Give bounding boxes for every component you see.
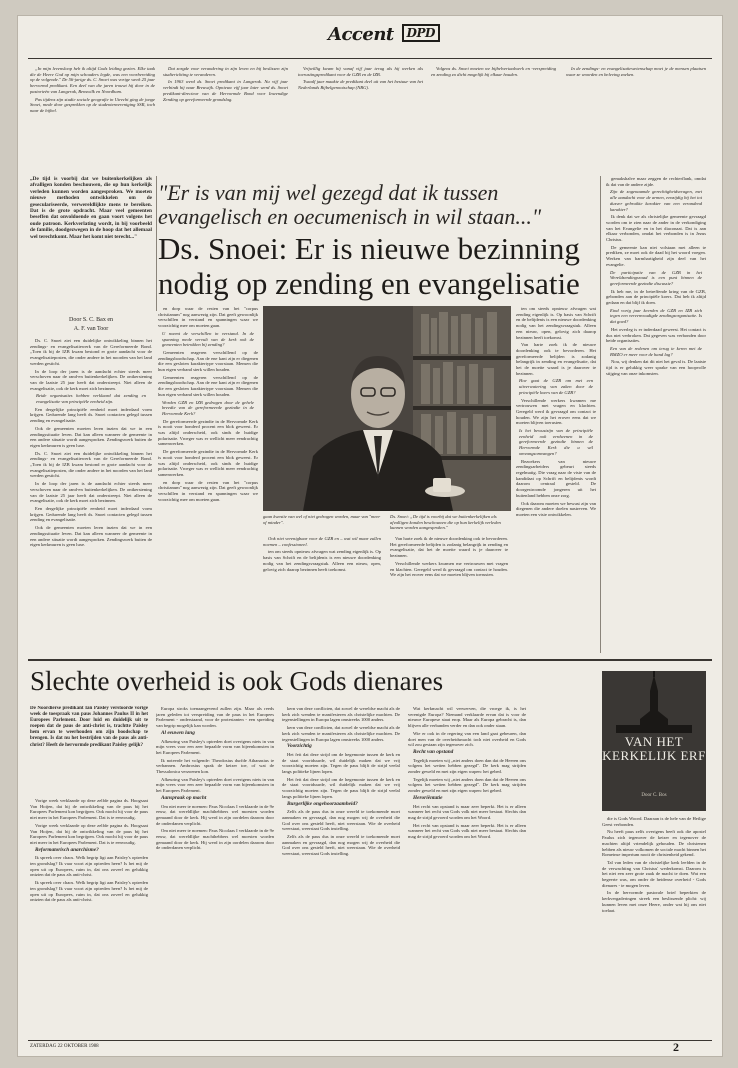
- article2-col-5: [602, 816, 706, 1038]
- masthead-logo: [328, 24, 440, 45]
- subheading: Voorzichtig: [287, 743, 312, 750]
- body-col-3: [263, 536, 381, 653]
- body-paragraph: Verschillende werkers kwamen me vertrouwen met vragen en klachten. Geregeld werd ik gevraagd om contact te houden. We zijn het erover eens dat we moeten blijven toerusten.: [516, 397, 596, 426]
- body-paragraph: In de hervormde pastorale brief beperkten de kerkvergaderingen streek een beslissende plicht: wij kunnen leven met onze Heere, onder wat hij ons niet toelaat.: [602, 890, 706, 913]
- interview-question: Is het bewustzijn van de principiële eenheid ook verdwenen in de gereformeerde gezindte binnen de Hervormde Kerk die u wil omvangsomvangen?: [519, 428, 593, 456]
- article2-col-3: [282, 706, 400, 1038]
- body-paragraph: In de loop der jaren is de aandacht echter steeds meer verschoven naar de rand-en buitenkerkelijken. De ontkerstening van de laatste 25 jaar heeft dat onderstreept. Niet alleen de evangelisatie, ook de kerk moet zich bezinnen.: [30, 368, 152, 391]
- body-paragraph: en dorp waar de resten van het "corpus christianum" nog aanwezig zijn. Dat geeft gewoonlijk verschillen in verstand en spanningen waar we voorzichtig mee om moeten gaan.: [158, 306, 258, 329]
- footer-rule: [28, 1040, 712, 1041]
- intro-paragraph: Volgens ds. Snoei moeten we bijbelvertaalwerk en -verspreiding en zending zo dicht mogelijk bij elkaar houden.: [431, 66, 556, 77]
- body-paragraph: Ook daarom moeten we bewust zijn van diegenen die andere doelen nastreven. We moeten een visie ontwikkelen.: [516, 500, 596, 517]
- body-paragraph: Gemeenten reageren verschillend op de zendingsboodschap. Aan de ene kant zijn er diegenen die een gesloten karaktertype voorstaan. Mensen die hun eigen verband sterk willen houden.: [158, 374, 258, 397]
- body-paragraph: en dorp waar de resten van het "corpus christianum" nog aanwezig zijn. Dat geeft gewoonlijk verschillen in verstand en spanningen waar we voorzichtig mee om moeten gaan.: [158, 479, 258, 502]
- body-paragraph: Nou, wij denken dat dit niet het geval is. De laatste tijd is er gelukkig weer sprake van een hoopvolle stijging van onze inkomsten.: [606, 359, 706, 376]
- byline-line: Door S. C. Bax en: [69, 317, 113, 323]
- body-col-4: [390, 536, 508, 653]
- portrait-photo: [263, 306, 511, 511]
- article2-col-2: [156, 706, 274, 1038]
- lead-paragraph: „De tijd is voorbij dat we buitenkerkelijken als afvalligen konden beschouwen, die op hun kerkelijk verleden kunnen worden aangesproken. We moeten nieuwe methoden ontwikkelen om de geseculariseerde, verwereldlijkte mens te bereiken. Dat is de grote opdracht. Maar veel gemeenten beseffen dat onvoldoende en gaan voort volgens het oude patroon. Kerkverlating wordt, in bij voorbeeld de familie, doodgezwegen in de hoop dat het allemaal wel terechtkomt. Maar het komt niet terecht...": [30, 176, 152, 240]
- intro-paragraph: Vrijwillig kwam hij vanaf vijf jaar terug als hij werken als toerustingspredikant voor de GZB en de IZB.: [298, 66, 423, 77]
- body-paragraph: Het recht van opstand is maar zeer beperkt. Het is er alleen wanneer het recht van Gods volk niet meer bestaat. Slechts dan mag de strijd gevoerd worden om het Woord.: [408, 822, 526, 840]
- body-paragraph: ten om steeds opnieuw afvragen wat zending eigenlijk is. Op basis van Schrift en de belijdenis is een nieuwe doordenking nodig van het zendingsvraagstuk. Alleen een nieuw, open, gelovig zich daarop bezinnen heeft toekomst.: [263, 549, 381, 572]
- body-paragraph: kern van deze conflicten, dat zowel de wereldse macht als de kerk zich wenden te manifesteren als christelijke machten. De tegenstellingen in Europa lagen omstreeks 1000 anders.: [282, 725, 400, 742]
- body-paragraph: Tegelijk moeten wij „niet anders doen dan dat de Heeren ons volgens het wetten hebben gezegd". De kerk mag strijden zonder geweld en met zijn eigen wapen: het gebed.: [408, 776, 526, 794]
- column-sidebar-box: [602, 671, 706, 811]
- body-paragraph: Gemeenten reageren verschillend op de zendingsboodschap. Aan de ene kant zijn er diegenen die een gesloten karaktertype voorstaan. Mensen die hun eigen verband sterk willen houden.: [158, 349, 258, 373]
- body-paragraph: Ook de gemeenten moeten leren inzien dat we in een zendingssituatie leven. Dat kan alleen wanneer de gemeente in een andere situatie wordt aangesproken. Zendingswerk buiten de eigen kerkmuren is geen luxe.: [30, 525, 152, 548]
- body-paragraph: Ik heb me, in de betreffende kring van de GZB, gebonden aan de principiële koers. Dat heb ik altijd gedaan en dat blijf ik doen.: [606, 288, 706, 306]
- body-paragraph: Ik noteerde het volgende: Theodosius durfde Athanasius te verbannen. Ambrosius sprak de keizer toe, of wat de Thessalonica verzoenen kon.: [156, 757, 274, 775]
- body-paragraph: Tegelijk moeten wij „niet anders doen dan dat de Heeren ons volgens het wetten hebben gezegd". De kerk mag strijden zonder geweld en met zijn eigen wapen: het gebed.: [408, 757, 526, 775]
- body-paragraph: kern van deze conflicten, dat zowel de wereldse macht als de kerk zich wenden te manifesteren als christelijke machten. De tegenstellingen in Europa lagen omstreeks 1000 anders.: [282, 706, 400, 723]
- body-col-2: [158, 306, 258, 653]
- intro-col-1: [30, 66, 155, 171]
- article2-lead: [30, 706, 148, 796]
- subheading: Recht van opstand: [413, 748, 454, 755]
- body-paragraph: Ook de gemeenten moeten leren inzien dat we in een zendingssituatie leven. Dat kan alleen wanneer de gemeente in een andere situatie wordt aangesproken. Zendingswerk buiten de eigen kerkmuren is geen luxe.: [30, 425, 152, 448]
- body-paragraph: Wat kerkmacht wil verwerven, die vroege ik, is het verenigde Europa? Niemand verklaarde ervan dat is voor de nieuwe Europese staat erop. Maar als Europa gebracht is, dan blijven alle verbanden verder en dan ook onder staan.: [408, 706, 526, 729]
- column-divider: [600, 176, 601, 653]
- body-paragraph: Van harte zoek ik de nieuwe doordenking ook te bevorderen. Het gereformeerde belijden is zodanig belangrijk in zending en evangelisatie, dat het de moeite waard is je daarover te bezinnen.: [390, 536, 508, 559]
- interview-question: Worden GZB en IZB gedragen door de gehele breedte van de gereformeerde gezindte in de Hervormde Kerk?: [162, 399, 254, 416]
- subheading: Aanspraak op macht: [161, 794, 207, 801]
- article-headline: Ds. Snoei: Er is nieuwe bezinning nodig op zending en evangelisatie: [158, 231, 580, 301]
- intro-paragraph: In 1963 werd ds. Snoei predikant in Langerak. Nu vijf jaar verbindt hij naar Breuwijk. Opnieuw vijf jaar later werd ds. Snoei predikant-directeur van de Hervormde Bond voor Inwendige Zending op gereformeerde grondslag.: [163, 79, 288, 102]
- body-paragraph: Ook niet verenigbaar voor de GZB en – wat wil maar zullen noemen – confessioneel.: [263, 536, 381, 547]
- sidebar-author: Door C. Bos: [641, 793, 667, 798]
- body-paragraph: Nu heeft paus zelfs overigens beeft ook die apostel Paulus zich tegenover de keizer en tegenover de machten altijd vriendelijk gehouden. De christenen hebben als nieuw volkomen de sociale macht binnen het Romeinse imperium nooit de christenheid gekend.: [602, 829, 706, 858]
- intro-col-5: [566, 66, 706, 171]
- intro-col-2: [163, 66, 288, 171]
- lead-paragraph: De Noordierse predikant Ian Paisley verstoorde vorige week de toespraak van paus Johannes Paulus II in het Europees Parlement. Door luid en duidelijk uit te roepen dat de paus de anti-christ is, trachtte Paisley hem ervan te weerhouden om zijn boodschap te brengen. Is dat nu het bestrijden van de paus als anti-christ? Heeft de hervormde predikant Paisley gelijk?: [30, 706, 148, 748]
- intro-paragraph: In de zendings- en evangelisatiewetenschap moet je de mensen plaatsen waar ze woorden en beleving zoeken.: [566, 66, 706, 77]
- body-paragraph: ten om steeds opnieuw afvragen wat zending eigenlijk is. Op basis van Schrift en de belijdenis is een nieuwe doordenking nodig van het zendingsvraagstuk. Alleen een nieuw, open, gelovig zich daarop bezinnen heeft toekomst.: [516, 306, 596, 340]
- intro-paragraph: „In mijn levensloop heb ik altijd Gods leiding gezien. Elke taak die de Heere God op mijn schouders legde, was een voorbereiding op de volgende." De 56-jarige ds. C. Snoei was vorige week 25 jaar hervormd predikant. Een deel van die jaren trouwt hij door in de pastorieën van Langerak, Benswilk en Noordham.: [30, 66, 155, 94]
- intro-paragraph: Twaalf jaar maakte de predikant deel uit van het bestuur van het Nederlands Bijbelgenootschap (NBG).: [298, 79, 423, 91]
- interview-question: Zijn de zogenaamde gerechtigheidsvragen, met alle aandacht voor de armen, eenzijdig bij het tot dusver gebruikte karakter van een verandend karakter?: [610, 189, 702, 212]
- intro-col-3: [298, 66, 423, 171]
- article-divider: [28, 659, 712, 661]
- interview-question: U noemt de verschillen in verstand. In de spanning mede vervult van de kerk ook de gemeenten betrokken bij zending?: [162, 330, 254, 348]
- body-paragraph: Ik spreek over chaos. Welk begrip ligt aan Paisley's optreden ten grondslag? Ik vaar voort zijn optreden heen? Is het mij de open uit op Europees, ruim in, dat ons zoveel en gelukkig ontzien dat de paus als anti-christ.: [30, 855, 148, 878]
- byline-line: A. F. van Toor: [73, 326, 109, 332]
- body-paragraph: Een dergelijke principiële eenheid moet inderdaad vorm krijgen. Gedurende lang heeft ds. Snoei contacten gelegd tussen zending en evangelisatie.: [30, 505, 152, 523]
- masthead-logo-text: Accent: [328, 24, 394, 45]
- body-paragraph: De gereformeerde gezindte in de Hervormde Kerk is nooit voor honderd procent een blok geweest. Er was altijd onderscheid, ook sinds de huidige polarisatie. Vroeger was er wellicht meer eendrachtig samenwerken.: [158, 449, 258, 477]
- article2-col-1: [30, 798, 148, 1038]
- interview-question: De participatie van de GZB in het Wereldzendingsraad is een punt binnen de gereformeerde gezindte discussie?: [610, 269, 702, 286]
- intro-paragraph: Dat zorgde voor verandering in zijn leven en bij beslissen zijn studierichting te veranderen.: [163, 66, 288, 77]
- article2-headline: Slechte overheid is ook Gods dienares: [30, 666, 444, 696]
- body-paragraph: Ds. C. Snoei ziet een duidelijke ontwikkeling binnen het zendings- en evangelisatiewerk van de Gereformeerde Bond. „Toen ik bij de IZB kwam bestond er grote aandacht voor de evangelisatieposten, die onder andere in het noorden van het land werden gesticht.: [30, 450, 152, 479]
- body-paragraph: Ik spreek over chaos. Welk begrip ligt aan Paisley's optreden ten grondslag? Ik vaar voort zijn optreden heen? Is het mij de open uit op Europees, ruim in, dat ons zoveel en gelukkig ontzien dat de paus als anti-christ.: [30, 880, 148, 903]
- lead-column: [30, 176, 152, 311]
- body-paragraph: Verschillende werkers kwamen me vertrouwen met vragen en klachten. Geregeld werd ik gevraagd om contact te houden. We zijn het erover eens dat we moeten blijven toerusten.: [390, 560, 508, 578]
- portrait-illustration: [263, 306, 511, 511]
- body-col-6: [606, 176, 706, 653]
- photo-caption-1: gaan kwestie van wel of niet gedragen worden, maar van "meer of minder".: [263, 514, 381, 525]
- body-paragraph: Afkeuring van Paisley's optreden doet overigens niets in van mijn vrees voor een zeer bepaalde vorm van bijeenkomsten in het Europees Parlement.: [156, 776, 274, 794]
- body-paragraph: Het feit dat deze strijd om de hegemonie tussen de kerk en de staat voortduurde, wil duidelijk maken dat we vrij voorzichtig moeten zijn. Tegen de paus blijft de strijd veelal langs politieke lijnen lopen.: [282, 751, 400, 775]
- body-col-1: [30, 338, 152, 653]
- byline: [30, 316, 152, 334]
- column-divider: [156, 176, 157, 311]
- masthead-logo-box: DPD: [402, 24, 440, 42]
- subheading: Reformatorisch anarchisme?: [35, 846, 99, 853]
- body-paragraph: Om niet meer te noemen: Paus Nicolaas I verklaarde in de 9e eeuw, dat wereldlijke machthebbers wel moesten worden gemaand door de kerk. Hij werd in zijn oordelen daarom door de onderdanen verplicht.: [156, 803, 274, 826]
- sidebar-title: VAN HET KERKELIJK ERF: [602, 734, 706, 763]
- article2-col-4: [408, 706, 526, 1038]
- subheading: Heroriëntatie: [413, 794, 443, 801]
- subheading: Burgerlijke ongehoorzaamheid?: [287, 800, 358, 807]
- body-paragraph: Afkeuring van Paisley's optreden doet overigens niets in van mijn vrees voor een zeer bepaalde vorm van bijeenkomsten in het Europees Parlement.: [156, 738, 274, 755]
- body-paragraph: Vorige week verklaarde op deze zelfde pagina ds. Hoogsaat Van Hoijen, dat hij de ontwikkeling van de paus bij het Europees Parlement kon begrijpen. Ook mocht hij voor de paus niet meer in het Europees Parlement. Dat is te eenvoudig.: [30, 822, 148, 845]
- footer-date: ZATERDAG 22 OKTOBER 1988: [30, 1044, 99, 1049]
- body-paragraph: Wie er ook in de regering van een land gaat gebeuren, dan doet men van de overheidsmacht toch niet overheid en Gods wil zou gestaan zijn tegenover zich.: [408, 730, 526, 748]
- body-paragraph: Zelfs als de paus dus in onze wereld te toekomende moet aanmaken en gevraagd, dan nog mogen wij de overheid die God over ons gesteld heeft, niet weerstaan. Wie de overheid weerstaat, weerstaat Gods instelling.: [282, 809, 400, 832]
- subheading: Al eeuwen lang: [161, 729, 195, 736]
- interview-question: Hoe gaat de GZB om met een uitverwatering van zaken door de principiële koers van de GZB?: [519, 378, 593, 395]
- body-paragraph: Een dergelijke principiële eenheid moet inderdaad vorm krijgen. Gedurende lang heeft ds. Snoei contacten gelegd tussen zending en evangelisatie.: [30, 406, 152, 424]
- body-paragraph: Vorige week verklaarde op deze zelfde pagina ds. Hoogsaat Van Hoijen, dat hij de ontwikkeling van de paus bij het Europees Parlement kon begrijpen. Ook mocht hij voor de paus niet meer in het Europees Parlement. Dat is te eenvoudig.: [30, 798, 148, 821]
- page-number: 2: [673, 1040, 679, 1054]
- interview-question: Beide organisaties hebben verklaard dat zending en evangelisatie van principiële eenheid zijn.: [36, 393, 146, 405]
- body-paragraph: Bezoekers van nieuwe zendingsarbeiders gebeurt steeds regelmatig. Die vraag naar de visie van de kandidaat op Schrift en belijdenis wordt daarom centraal gesteld. De doorgestroomde jongeren uit het buitenland hebben onze zorg.: [516, 458, 596, 498]
- body-paragraph: In de loop der jaren is de aandacht echter steeds meer verschoven naar de rand-en buitenkerkelijken. De ontkerstening van de laatste 25 jaar heeft dat onderstreept. Niet alleen de evangelisatie, ook de kerk moet zich bezinnen.: [30, 481, 152, 504]
- newspaper-page: [18, 16, 722, 1056]
- body-paragraph: Om niet meer te noemen: Paus Nicolaas I verklaarde in de 9e eeuw, dat wereldlijke machthebbers wel moesten worden gemaand door de kerk. Hij werd in zijn oordelen daarom door de onderdanen verplicht.: [156, 828, 274, 851]
- intro-paragraph: Pas tijdens zijn studie sociale geografie in Utrecht ging de jonge Snoei, mede door gesprekken op de studentenvereniging SSR, toch naar de bijbel.: [30, 96, 155, 113]
- body-paragraph: De gereformeerde gezindte in de Hervormde Kerk is nooit voor honderd procent een blok geweest. Er was altijd onderscheid, ook sinds de huidige polarisatie. Vroeger was er wellicht meer eendrachtig samenwerken.: [158, 418, 258, 447]
- pull-quote: "Er is van mij wel gezegd dat ik tussen evangelisch en oecumenisch in wil staan...": [158, 180, 542, 229]
- body-paragraph: Het feit dat deze strijd om de hegemonie tussen de kerk en de staat voortduurde, wil duidelijk maken dat we vrij voorzichtig moeten zijn. Tegen de paus blijft de strijd veelal langs politieke lijnen lopen.: [282, 776, 400, 799]
- interview-question: Eind vorig jaar keerden de GZB en IZB zich tegen een vereenvoudigde zendingsorganisatie. Is dat goed?: [610, 307, 702, 325]
- body-paragraph: gemakshalve maar zeggen de rechterflank, omdat ik dat van de andere zijde.: [606, 176, 706, 187]
- body-col-5: [516, 306, 596, 653]
- body-paragraph: Ik denk dat we als christelijke gemeente gevraagd worden om te zien naar de ander in de verkondiging van het Evangelie en in het diaconaat. Dat is aan elkaar verbonden, omdat het verbonden is in Jezus Christus.: [606, 214, 706, 243]
- body-paragraph: Europa stroks toenaangevend zullen zijn. Maar als reeds jaren geleden tot verspreiding van de paus in het Europees Parlement - onderstaand, voor de protestanten - een spreiding van begrip mogelijk kan worden.: [156, 706, 274, 729]
- photo-caption-2: Ds. Snoei: „De tijd is voorbij dat we buitenkerkelijken als afvalligen konden beschouwen die op hun kerkelijk verleden kunnen worden aangesproken.": [390, 514, 501, 531]
- body-paragraph: Het recht van opstand is maar zeer beperkt. Het is er alleen wanneer het recht van Gods volk niet meer bestaat. Slechts dan mag de strijd gevoerd worden om het Woord.: [408, 803, 526, 820]
- body-paragraph: Zelfs als de paus dus in onze wereld te toekomende moet aanmaken en gevraagd, dan nog mogen wij de overheid die God over ons gesteld heeft, niet weerstaan. Wie de overheid weerstaat, weerstaat Gods instelling.: [282, 834, 400, 857]
- body-paragraph: Tal van leden van de christelijke kerk leefden in de de verwachting van Christus' wederkomst. Daarom is het niet een zeer grote zaak de macht te doen. Wat een begeerte was, om onder de heidense overheid - Gods dienares - te mogen leven.: [602, 859, 706, 888]
- interview-question: Een van de redenen om terug te keren met de BMZO er meer voor de hand lag?: [610, 345, 702, 357]
- intro-col-4: [431, 66, 556, 171]
- body-paragraph: die is Gods Woord. Daaraan is de hele van de Heilige Geest verbonden.: [602, 816, 706, 827]
- body-paragraph: Het overleg is er inderdaad geweest. Het contact is dus niet verbroken. Dat gegeven was verbonden door beide organisaties.: [606, 326, 706, 344]
- body-paragraph: Ds. C. Snoei ziet een duidelijke ontwikkeling binnen het zendings- en evangelisatiewerk van de Gereformeerde Bond. „Toen ik bij de IZB kwam bestond er grote aandacht voor de evangelisatieposten, die onder andere in het noorden van het land werden gesticht.: [30, 338, 152, 366]
- body-paragraph: Van harte zoek ik de nieuwe doordenking ook te bevorderen. Het gereformeerde belijden is zodanig belangrijk in zending en evangelisatie, dat het de moeite waard is je daarover te bezinnen.: [516, 342, 596, 376]
- body-paragraph: De gemeente kan niet volstaan met alleen te prediken, ze moet ook de daad bij het woord voegen. Werken van barmhartigheid zijn deel van het evangelie.: [606, 244, 706, 267]
- top-rule: [28, 58, 712, 59]
